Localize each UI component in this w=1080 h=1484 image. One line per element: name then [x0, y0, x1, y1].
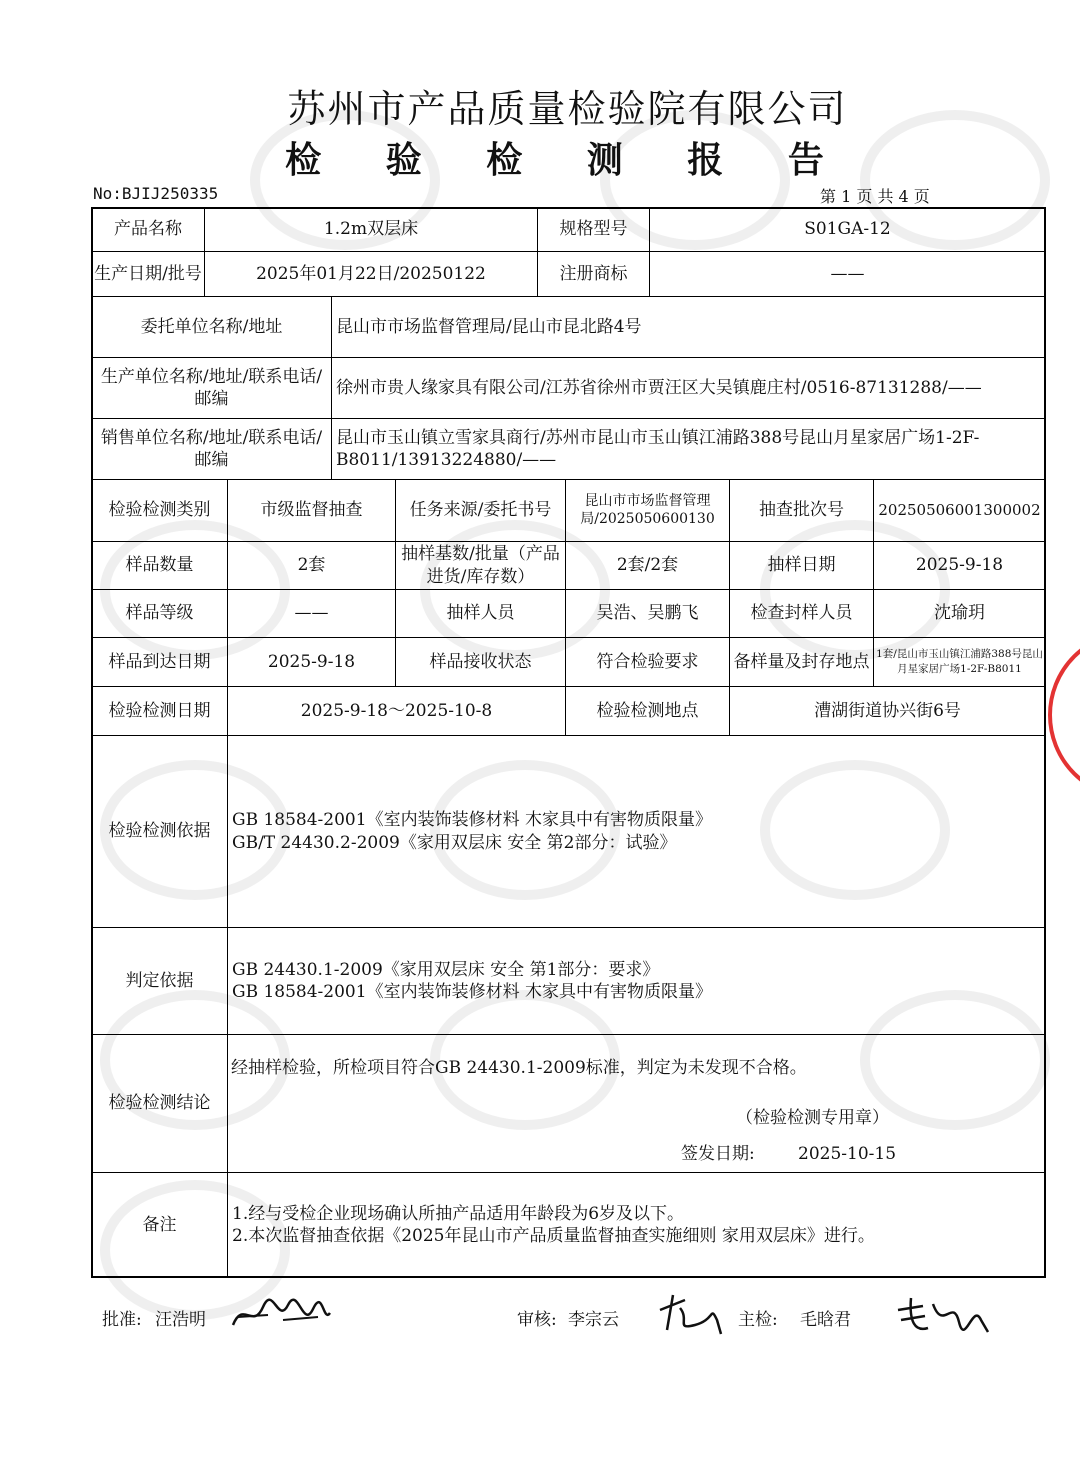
reserve-label: 备样量及封存地点 — [729, 637, 874, 687]
prod-date-value: 2025年01月22日/20250122 — [204, 251, 538, 297]
basis-line: GB/T 24430.2-2009《家用双层床 安全 第2部分：试验》 — [232, 832, 677, 853]
judge-line: GB 18584-2001《室内装饰装修材料 木家具中有害物质限量》 — [232, 982, 712, 1002]
test-date-value: 2025-9-18～2025-10-8 — [227, 686, 566, 736]
test-place-value: 漕湖街道协兴街6号 — [729, 686, 1046, 736]
category-label: 检验检测类别 — [91, 479, 228, 542]
trademark-value: —— — [649, 251, 1046, 297]
category-value: 市级监督抽查 — [227, 479, 396, 542]
product-name-value: 1.2m双层床 — [204, 207, 538, 252]
conclusion-cell — [227, 1034, 1046, 1173]
issue-date-label: 签发日期: — [681, 1144, 755, 1164]
basis-value — [227, 735, 1046, 928]
base-qty-value: 2套/2套 — [565, 541, 730, 590]
inspector-signature — [893, 1292, 993, 1338]
report-number: No:BJIJ250335 — [93, 184, 219, 203]
seller-value: 昆山市玉山镇立雪家具商行/苏州市昆山市玉山镇江浦路388号昆山月星家居广场1-2F-B8011/13913224880/—— — [331, 418, 1046, 480]
manufacturer-label: 生产单位名称/地址/联系电话/邮编 — [91, 357, 332, 419]
arrival-label: 样品到达日期 — [91, 637, 228, 687]
task-source-label: 任务来源/委托书号 — [395, 479, 566, 542]
judge-label: 判定依据 — [91, 927, 228, 1035]
inspector-name: 毛晗君 — [800, 1310, 851, 1330]
base-qty-label: 抽样基数/批量（产品进货/库存数） — [395, 541, 566, 590]
reviewer-name: 李宗云 — [568, 1310, 619, 1330]
product-name-label: 产品名称 — [91, 207, 205, 252]
remark-line: 1.经与受检企业现场确认所抽产品适用年龄段为6岁及以下。 — [232, 1203, 685, 1224]
inspector-label: 主检: — [738, 1310, 778, 1330]
sample-date-value: 2025-9-18 — [873, 541, 1046, 590]
conclusion-label: 检验检测结论 — [91, 1034, 228, 1173]
sample-date-label: 抽样日期 — [729, 541, 874, 590]
remark-value — [227, 1172, 1046, 1278]
conclusion-text: 经抽样检验，所检项目符合GB 24430.1-2009标准，判定为未发现不合格。 — [231, 1058, 807, 1078]
report-title: 检 验 检 测 报 告 — [285, 139, 850, 181]
reserve-value: 1套/昆山市玉山镇江浦路388号昆山月星家居广场1-2F-B8011 — [873, 637, 1046, 687]
seal-note: （检验检测专用章） — [736, 1108, 889, 1128]
red-stamp — [1048, 630, 1080, 800]
company-title: 苏州市产品质量检验院有限公司 — [287, 87, 848, 131]
sampler-label: 抽样人员 — [395, 589, 566, 638]
page-info: 第 1 页 共 4 页 — [820, 187, 930, 206]
approver-signature — [228, 1295, 333, 1335]
sample-qty-label: 样品数量 — [91, 541, 228, 590]
basis-label: 检验检测依据 — [91, 735, 228, 928]
arrival-value: 2025-9-18 — [227, 637, 396, 687]
model-label: 规格型号 — [537, 207, 650, 252]
receive-state-value: 符合检验要求 — [565, 637, 730, 687]
issue-date-value: 2025-10-15 — [798, 1144, 897, 1164]
receive-state-label: 样品接收状态 — [395, 637, 566, 687]
sealer-label: 检查封样人员 — [729, 589, 874, 638]
remark-line: 2.本次监督抽查依据《2025年昆山市产品质量监督抽查实施细则 家用双层床》进行。 — [232, 1226, 875, 1246]
client-value: 昆山市市场监督管理局/昆山市昆北路4号 — [331, 296, 1046, 358]
batch-no-label: 抽查批次号 — [729, 479, 874, 542]
judge-value — [227, 927, 1046, 1035]
task-source-value: 昆山市市场监督管理局/2025050600130 — [565, 479, 730, 542]
sample-qty-value: 2套 — [227, 541, 396, 590]
approver-label: 批准: — [102, 1310, 142, 1330]
grade-value: —— — [227, 589, 396, 638]
approver-name: 汪浩明 — [155, 1310, 206, 1330]
judge-line: GB 24430.1-2009《家用双层床 安全 第1部分：要求》 — [232, 959, 660, 980]
batch-no-value: 20250506001300002 — [873, 479, 1046, 542]
reviewer-signature — [655, 1290, 725, 1338]
sealer-value: 沈瑜玥 — [873, 589, 1046, 638]
reviewer-label: 审核: — [517, 1310, 557, 1330]
grade-label: 样品等级 — [91, 589, 228, 638]
prod-date-label: 生产日期/批号 — [91, 251, 205, 297]
test-date-label: 检验检测日期 — [91, 686, 228, 736]
seller-label: 销售单位名称/地址/联系电话/邮编 — [91, 418, 332, 480]
trademark-label: 注册商标 — [537, 251, 650, 297]
client-label: 委托单位名称/地址 — [91, 296, 332, 358]
remark-label: 备注 — [91, 1172, 228, 1278]
test-place-label: 检验检测地点 — [565, 686, 730, 736]
basis-line: GB 18584-2001《室内装饰装修材料 木家具中有害物质限量》 — [232, 810, 712, 831]
manufacturer-value: 徐州市贵人缘家具有限公司/江苏省徐州市贾汪区大吴镇鹿庄村/0516-87131288/—— — [331, 357, 1046, 419]
sampler-value: 吴浩、吴鹏飞 — [565, 589, 730, 638]
model-value: S01GA-12 — [649, 207, 1046, 252]
